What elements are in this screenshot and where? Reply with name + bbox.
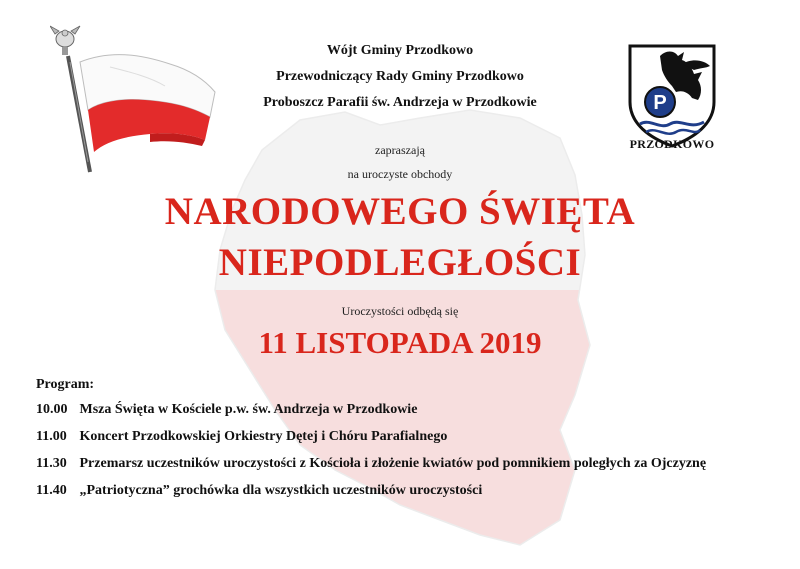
program-item-text: Koncert Przodkowskiej Orkiestry Dętej i Chóru Parafialnego <box>79 429 448 444</box>
program-item-time: 10.00 <box>36 402 68 417</box>
event-title-line-2: NIEPODLEGŁOŚCI <box>218 241 582 284</box>
event-title-line-1: NARODOWEGO ŚWIĘTA <box>164 190 636 233</box>
invite-subtext: na uroczyste obchody <box>347 167 453 181</box>
program-list <box>36 402 776 510</box>
host-line: Wójt Gminy Przodkowo <box>326 43 474 58</box>
program-item-time: 11.30 <box>36 456 67 471</box>
hosts-block <box>0 38 800 116</box>
program-item-text: „Patriotyczna” grochówka dla wszystkich uczestników uroczystości <box>79 483 483 498</box>
program-item-time: 11.40 <box>36 483 67 498</box>
program-item-text: Przemarsz uczestników uroczystości z Kościoła i złożenie kwiatów pod pomnikiem poległych za Ojczyznę <box>79 456 707 471</box>
svg-text:P: P <box>653 92 667 114</box>
host-line: Przewodniczący Rady Gminy Przodkowo <box>276 69 524 84</box>
host-line: Proboszcz Parafii św. Andrzeja w Przodkowie <box>263 95 537 110</box>
event-date: 11 LISTOPADA 2019 <box>258 325 542 360</box>
ceremony-note: Uroczystości odbędą się <box>341 304 459 318</box>
program-item-text: Msza Święta w Kościele p.w. św. Andrzeja w Przodkowie <box>79 402 418 417</box>
invite-text: zapraszają <box>375 143 425 157</box>
program-heading: Program: <box>36 377 95 392</box>
crest-label: PRZODKOWO <box>629 137 715 151</box>
program-item <box>36 456 776 483</box>
program-item <box>36 483 776 510</box>
program-item-time: 11.00 <box>36 429 67 444</box>
program-item <box>36 429 776 456</box>
program-item <box>36 402 776 429</box>
